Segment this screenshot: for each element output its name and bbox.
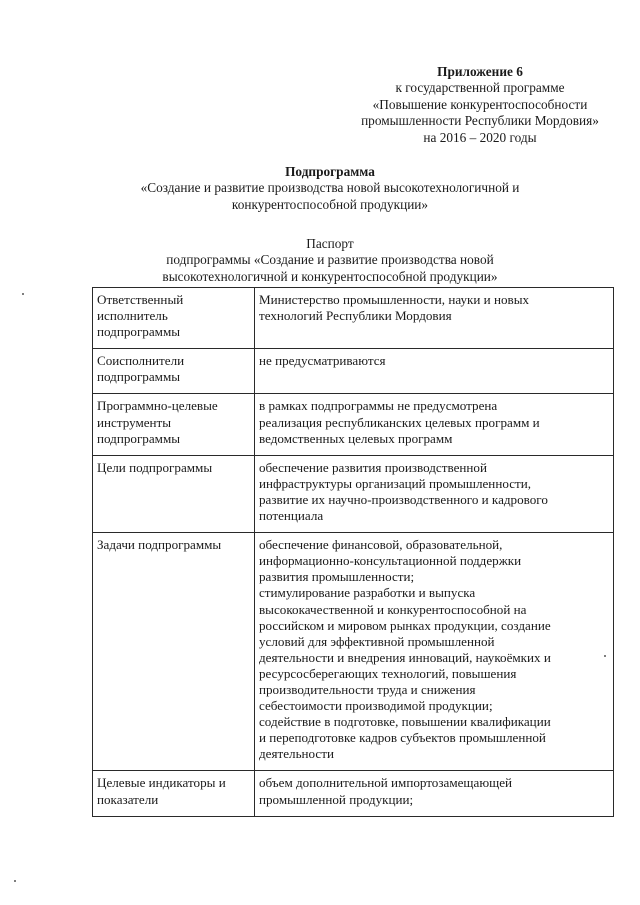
row-value-line: ведомственных целевых программ: [259, 430, 453, 446]
row-value-line: потенциала: [259, 508, 324, 524]
appendix-line: промышленности Республики Мордовия»: [361, 113, 599, 129]
row-value-cell: [255, 771, 614, 816]
table-row: [93, 533, 614, 771]
row-value-cell: [255, 349, 614, 394]
row-value-line: российском и мировом рынках продукции, создание: [259, 617, 551, 633]
passport-table-body: [93, 288, 614, 817]
subprogram-name-line: конкурентоспособной продукции»: [231, 196, 429, 212]
appendix-header: [320, 64, 640, 146]
table-row: [93, 771, 614, 816]
row-value-line: технологий Республики Мордовия: [259, 308, 452, 324]
row-value-line: производительности труда и снижения: [259, 681, 476, 697]
table-row: [93, 288, 614, 349]
row-label-cell: [93, 288, 255, 349]
row-value-line: обеспечение развития производственной: [259, 459, 487, 475]
row-value-line: стимулирование разработки и выпуска: [259, 585, 476, 601]
row-value-line: деятельности: [259, 746, 334, 762]
row-label-line: подпрограммы: [97, 324, 181, 340]
row-label-line: подпрограммы: [97, 430, 181, 446]
subprogram-title: Подпрограмма: [285, 164, 375, 179]
scan-speck: [22, 293, 24, 295]
table-row: [93, 455, 614, 532]
table-row: [93, 349, 614, 394]
subprogram-name-line: «Создание и развитие производства новой высокотехнологичной и: [140, 180, 520, 196]
row-label-line: инструменты: [97, 414, 172, 430]
passport-table: [92, 287, 614, 817]
scan-speck: [14, 880, 16, 882]
row-value-line: Министерство промышленности, науки и новых: [259, 292, 530, 307]
row-value-line: объем дополнительной импортозамещающей: [259, 775, 513, 791]
row-label-line: Цели подпрограммы: [97, 459, 213, 475]
row-value-line: ресурсосберегающих технологий, повышения: [259, 665, 517, 681]
appendix-line: «Повышение конкурентоспособности: [372, 96, 588, 112]
passport-subtitle-line: высокотехнологичной и конкурентоспособной продукции»: [162, 268, 498, 284]
row-label-line: Целевые индикаторы и: [97, 775, 226, 791]
row-label-cell: [93, 455, 255, 532]
row-value-line: деятельности и внедрения инноваций, наукоёмких и: [259, 649, 551, 665]
subprogram-heading: [110, 164, 550, 213]
appendix-line: на 2016 – 2020 годы: [423, 129, 537, 145]
row-label-line: Соисполнители: [97, 353, 185, 369]
appendix-title: Приложение 6: [437, 64, 523, 79]
row-value-line: информационно-консультационной поддержки: [259, 553, 522, 569]
row-label-cell: [93, 349, 255, 394]
passport-heading: [110, 236, 550, 285]
row-label-line: Ответственный: [97, 292, 184, 307]
row-value-line: обеспечение финансовой, образовательной,: [259, 537, 503, 553]
passport-subtitle-line: подпрограммы «Создание и развитие производства новой: [166, 252, 494, 268]
row-label-line: Задачи подпрограммы: [97, 537, 222, 553]
row-value-line: промышленной продукции;: [259, 791, 414, 807]
row-label-cell: [93, 394, 255, 455]
scan-speck: [604, 655, 606, 657]
row-value-line: развитие их научно-производственного и кадрового: [259, 491, 548, 507]
row-label-line: показатели: [97, 791, 159, 807]
row-value-line: себестоимости производимой продукции;: [259, 698, 493, 714]
row-value-line: и переподготовке кадров субъектов промышленной: [259, 730, 546, 746]
row-value-line: содействие в подготовке, повышении квалификации: [259, 714, 551, 730]
row-label-line: исполнитель: [97, 308, 168, 324]
row-value-line: высококачественной и конкурентоспособной на: [259, 601, 527, 617]
appendix-line: к государственной программе: [395, 80, 565, 96]
row-value-cell: [255, 455, 614, 532]
row-value-line: инфраструктуры организаций промышленности,: [259, 475, 532, 491]
row-label-cell: [93, 533, 255, 771]
table-row: [93, 394, 614, 455]
row-label-cell: [93, 771, 255, 816]
row-label-line: Программно-целевые: [97, 398, 218, 414]
row-value-cell: [255, 533, 614, 771]
row-value-line: реализация республиканских целевых программ и: [259, 414, 540, 430]
passport-title: Паспорт: [306, 236, 354, 251]
row-value-cell: [255, 288, 614, 349]
row-value-line: не предусматриваются: [259, 353, 386, 369]
row-label-line: подпрограммы: [97, 369, 181, 385]
row-value-line: в рамках подпрограммы не предусмотрена: [259, 398, 498, 414]
row-value-line: развития промышленности;: [259, 569, 415, 585]
row-value-line: условий для эффективной промышленной: [259, 633, 495, 649]
row-value-cell: [255, 394, 614, 455]
